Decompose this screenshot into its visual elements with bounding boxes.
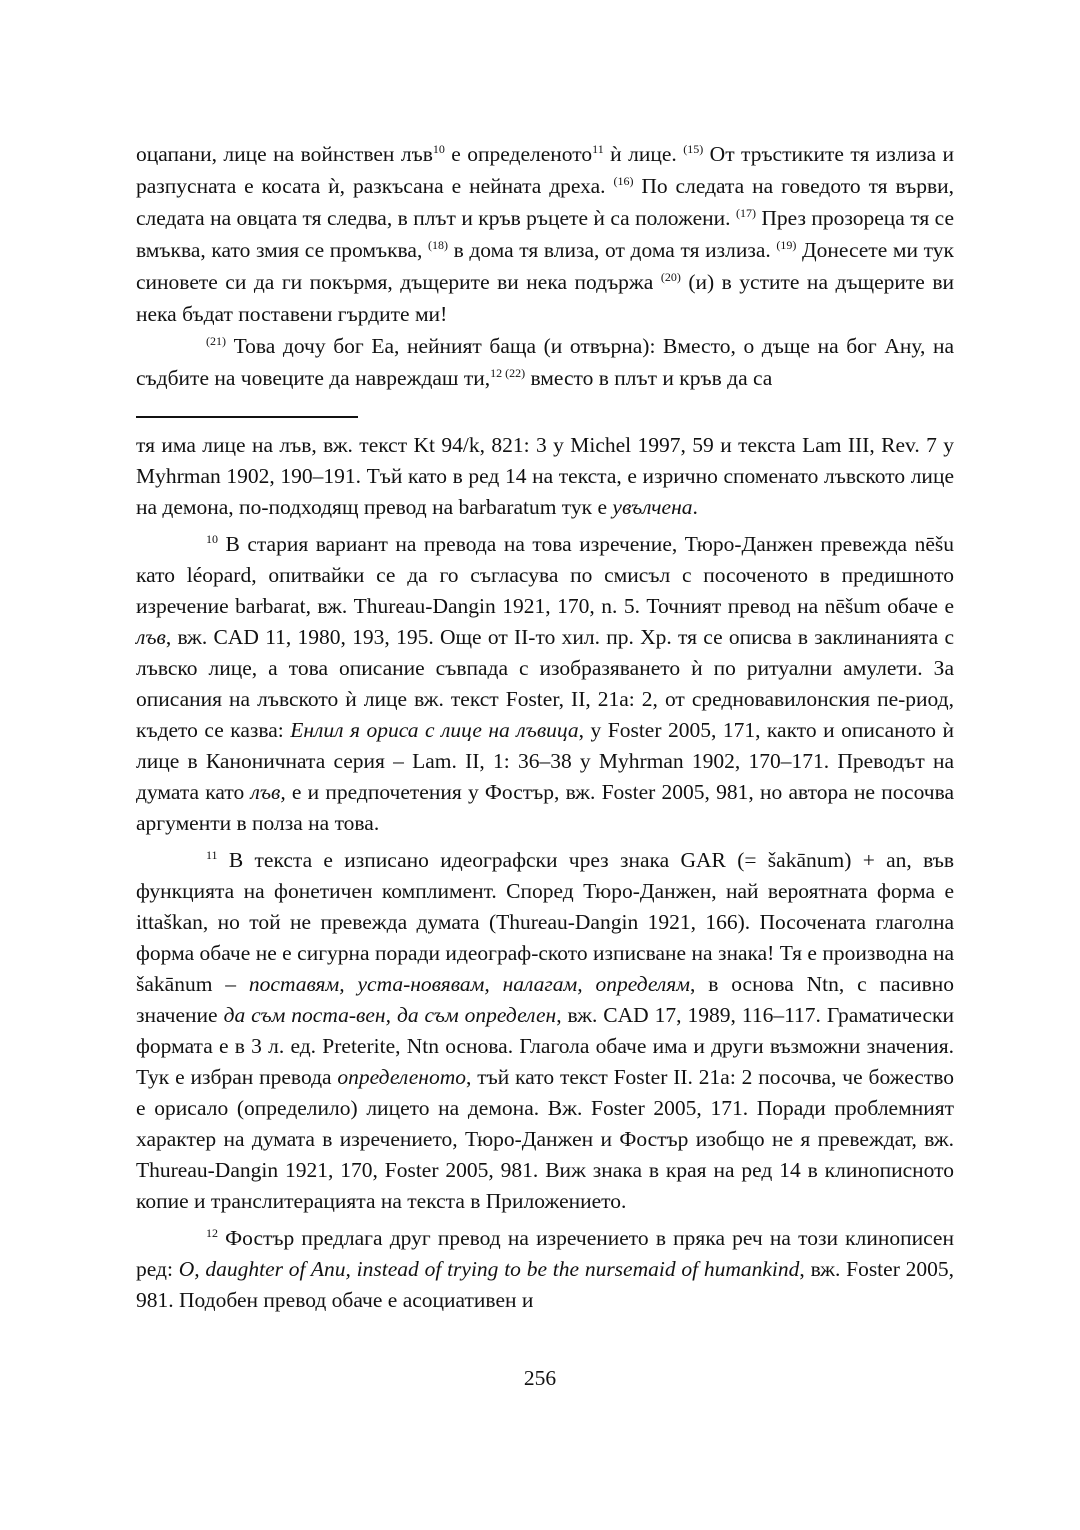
emphasis: лъв xyxy=(136,625,166,649)
text-run: . xyxy=(692,495,698,519)
text-run: , тъй като текст Foster II. 21a: 2 посочва, че божество е орисало (определило) лицето на демона. Вж. Foster 2005, 171. Поради проблемният характер на думата в изречението, Тюро-Данжен и Фостър изобщо не я превеждат, вж. Thureau-Dangin 1921, 170, Foster 2005, 981. Виж знака в края на ред 14 в клинописното копие и транслитерацията на текста в Приложението. xyxy=(136,1065,954,1213)
line-number-21: (21) xyxy=(206,333,226,348)
footnote-ref-11[interactable]: 11 xyxy=(592,141,604,156)
footnote-ref-10[interactable]: 10 xyxy=(432,141,445,156)
text-run: в дома тя влиза, от дома тя излиза. xyxy=(447,238,777,262)
footnote-number: 11 xyxy=(206,847,218,862)
line-number-16: (16) xyxy=(613,173,634,188)
text-run: е и предпочетения у Фостър, вж. Foster 2005, 981, но автора не посочва аргументи в полза на това. xyxy=(136,780,954,835)
footnote-number: 10 xyxy=(206,531,218,546)
text-run: , в основа Ntn, с пасивно значение xyxy=(136,972,954,1027)
text-run: (и) в устите на дъщерите ви нека бъдат поставени гърдите ми! xyxy=(136,270,954,326)
text-run: По следата на говедото тя върви, следата на овцата тя следва, в плът и кръв ръцете ѝ са положени. xyxy=(136,174,954,230)
emphasis: O, daughter of Anu, instead of trying to be the nursemaid of humankind xyxy=(178,1257,800,1281)
text-run: Донесете ми тук синовете си да ги покърмя, дъщерите ви нека подържа xyxy=(136,238,954,294)
text-run: , вж. CAD 11, 1980, 193, 195. Още от II-то хил. пр. Хр. тя се описва в заклинанията с лъвско лице, а това описание съвпада с изобразяването ѝ по ритуални амулети. За описания на лъвското ѝ лице вж. текст Foster, II, 21a: 2, от средновавилонския пе-риод, където се казва: xyxy=(136,625,954,742)
main-paragraph-2 xyxy=(136,330,954,394)
line-number-18: (18) xyxy=(427,237,448,252)
footnote-11 xyxy=(136,845,954,1217)
text-run: , у Foster 2005, 171, както и описаното ѝ лице в Каноничната серия – Lam. II, 1: 36–38 у Myhrman 1902, 170–171. Преводът на думата като xyxy=(136,718,954,804)
line-number-17: (17) xyxy=(735,205,756,220)
text-run: От тръстиките тя излиза и разпусната е косата ѝ, разкъсана е нейната дреха. xyxy=(136,142,955,198)
emphasis: Енлил я ориса с лице на лъвица xyxy=(290,718,579,742)
line-number-20: (20) xyxy=(660,269,681,284)
text-run: оцапани, лице на войнствен лъв xyxy=(136,142,433,166)
emphasis: увълчена xyxy=(612,495,693,519)
text-run: е определеното xyxy=(444,142,593,166)
text-run: тя има лице на лъв, вж. текст Kt 94/k, 821: 3 у Michel 1997, 59 и текста Lam III, Rev. 7 у Myhrman 1902, 190–191. Тъй като в ред 14 на текста, е изрично споменато лъвското лице на демона, по-подходящ превод на barbaratum тук е xyxy=(136,433,954,519)
line-number-19: (19) xyxy=(776,237,797,252)
text-run: През прозореца тя се вмъква, като змия се промъква, xyxy=(136,206,954,262)
footnotes xyxy=(136,430,954,1316)
emphasis: да съм поста-вен, да съм определен xyxy=(223,1003,557,1027)
text-run: , вж. Foster 2005, 981. Подобен превод обаче е асоциативен и xyxy=(136,1257,955,1312)
line-number-22: (22) xyxy=(505,365,526,380)
page-content xyxy=(136,138,954,1316)
footnote-number: 12 xyxy=(206,1225,218,1240)
footnote-12 xyxy=(136,1223,954,1316)
emphasis: лъв, xyxy=(250,780,286,804)
main-text xyxy=(136,138,954,394)
page-number: 256 xyxy=(523,1366,557,1390)
text-run: Това дочу бог Еа, нейният баща (и отвърна): Вместо, о дъще на бог Ану, на съдбите на човеците да навреждаш ти, xyxy=(136,334,954,390)
text-run: ѝ лице. xyxy=(603,142,684,166)
text-run: В текста е изписано идеографски чрез знака GAR (= šakānum) + an, във функцията на фонетичен комплимент. Според Тюро-Данжен, най вероятната форма е ittaškan, но той не превежда думата (Thureau-Dangin 1921, 166). Посочената глаголна форма обаче не е сигурна поради идеограф-ското изписване на знака! Тя е производна на šakānum – xyxy=(136,848,954,996)
footnote-ref-12[interactable]: 12 xyxy=(490,365,503,380)
footnote-separator xyxy=(136,416,358,418)
footnote-continuation xyxy=(136,430,954,523)
main-paragraph-1 xyxy=(136,138,954,330)
text-run: Фостър предлага друг превод на изречението в пряка реч на този клинописен ред: xyxy=(136,1226,954,1281)
emphasis: определеното xyxy=(337,1065,466,1089)
line-number-15: (15) xyxy=(683,141,704,156)
footnote-10 xyxy=(136,529,954,839)
emphasis: поставям, уста-новявам, налагам, определям xyxy=(248,972,691,996)
text-run: вместо в плът и кръв да са xyxy=(525,366,773,390)
text-run: В стария вариант на превода на това изречение, Тюро-Данжен превежда nēšu като léopard, опитвайки се да го съгласува по смисъл с посоченото в предишното изречение barbarat, вж. Thureau-Dangin 1921, 170, n. 5. Точният превод на nēšum обаче е xyxy=(136,532,954,618)
text-run: , вж. CAD 17, 1989, 116–117. Граматически формата е в 3 л. ед. Preterite, Ntn основа. Глагола обаче има и други възможни значения. Тук е избран превода xyxy=(136,1003,954,1089)
